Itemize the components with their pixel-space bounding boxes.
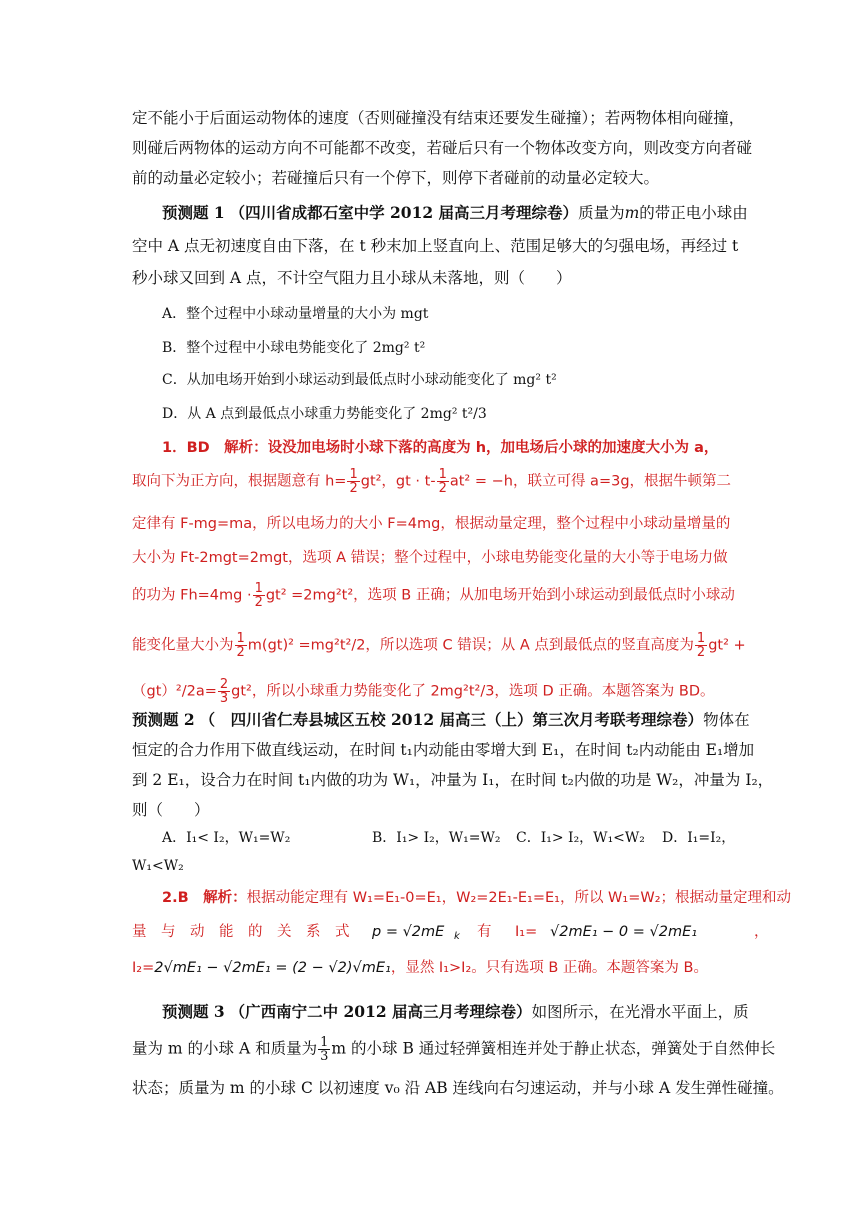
paragraph-line: 定不能小于后面运动物体的速度（否则碰撞没有结束还要发生碰撞）；若两物体相向碰撞，	[132, 109, 745, 127]
question-line: 恒定的合力作用下做直线运动，在时间 t₁内动能由零增大到 E₁，在时间 t₂内动能由 E₁增加	[132, 741, 755, 759]
answer-line: 取向下为正方向，根据题意有 h= $\frac{1}{2}$ gt²，gt · t- $\frac{1}{2}$ at² = −h，联立可得 a=3g，根据牛顿第二	[132, 467, 732, 496]
question-source: （ 四川省仁寿县城区五校 2012 届高三（上）第三次月考联考理综卷）	[199, 710, 704, 729]
fraction: $\frac{1}{2}$	[254, 581, 263, 610]
question-line: 秒小球又回到 A 点，不计空气阻力且小球从未落地，则（ ）	[132, 269, 572, 287]
fraction: $\frac{1}{2}$	[438, 467, 447, 496]
fraction: $\frac{1}{3}$	[320, 1035, 329, 1064]
question-2-header: 预测题 2 （ 四川省仁寿县城区五校 2012 届高三（上）第三次月考联考理综卷）物体在	[132, 710, 750, 729]
option-a: A．I₁< I₂，W₁=W₂	[162, 830, 291, 846]
option-b: B．I₁> I₂，W₁=W₂	[372, 830, 501, 846]
paragraph-line: 前的动量必定较小；若碰撞后只有一个停下，则停下者碰前的动量必定较大。	[132, 169, 660, 187]
question-line: 则（ ）	[132, 801, 210, 819]
answer-line: 能变化量大小为 $\frac{1}{2}$ m(gt)² =mg²t²/2，所以选项 C 错误；从 A 点到最低点的竖直高度为 $\frac{1}{2}$ gt² +	[132, 631, 746, 660]
question-line: 到 2 E₁，设合力在时间 t₁内做的功为 W₁，冲量为 I₁，在时间 t₂内做的功是 W₂，冲量为 I₂，	[132, 771, 774, 789]
answer-line: 的功为 Fh=4mg · $\frac{1}{2}$ gt² =2mg²t²，选项 B 正确；从加电场开始到小球运动到最低点时小球动	[132, 581, 735, 610]
question-line: 量为 m 的小球 A 和质量为 $\frac{1}{3}$ m 的小球 B 通过轻弹簧相连并处于静止状态，弹簧处于自然伸长	[132, 1035, 776, 1064]
fraction: $\frac{1}{2}$	[696, 631, 706, 660]
fraction: $\frac{1}{2}$	[236, 631, 245, 660]
option-d-continued: W₁<W₂	[132, 858, 184, 874]
answer-line: 2.B 解析：根据动能定理有 W₁=E₁-0=E₁，W₂=2E₁-E₁=E₁，所以 W₁=W₂；根据动量定理和动	[162, 890, 792, 906]
answer-line: I₂=2√mE₁ − √2mE₁ = (2 − √2)√mE₁，显然 I₁>I₂。只有选项 B 正确。本题答案为 B。	[132, 960, 708, 976]
option-d: D．I₁=I₂，	[662, 830, 736, 846]
answer-line: 定律有 F-mg=ma，所以电场力的大小 F=4mg，根据动量定理，整个过程中小球动量增量的	[132, 516, 731, 532]
answer-line: 大小为 Ft-2mgt=2mgt，选项 A 错误；整个过程中，小球电势能变化量的大小等于电场力做	[132, 550, 728, 566]
option-a: A．整个过程中小球动量增量的大小为 mgt	[162, 306, 429, 322]
question-source: （四川省成都石室中学 2012 届高三月考理综卷）	[229, 203, 579, 222]
option-b: B．整个过程中小球电势能变化了 2mg² t²	[162, 340, 426, 356]
answer-head: 1．BD 解析：	[162, 440, 268, 456]
question-line: 空中 A 点无初速度自由下落，在 t 秒末加上竖直向上、范围足够大的匀强电场，再经过 t	[132, 237, 739, 255]
answer-line: （gt）²/2a= $\frac{2}{3}$ gt²，所以小球重力势能变化了 2mg²t²/3，选项 D 正确。本题答案为 BD。	[132, 677, 715, 706]
paragraph-line: 则碰后两物体的运动方向不可能都不改变，若碰后只有一个物体改变方向，则改变方向者碰	[132, 139, 753, 157]
fraction: $\frac{2}{3}$	[219, 677, 229, 706]
question-1-header: 预测题 1 （四川省成都石室中学 2012 届高三月考理综卷）质量为m的带正电小球由	[162, 203, 748, 222]
option-c: C．从加电场开始到小球运动到最低点时小球动能变化了 mg² t²	[162, 372, 557, 388]
answer-line: 1．BD 解析：设没加电场时小球下落的高度为 h，加电场后小球的加速度大小为 a，	[162, 440, 719, 456]
answer-head: 2.B 解析：	[162, 890, 247, 906]
question-source: （广西南宁二中 2012 届高三月考理综卷）	[229, 1002, 532, 1021]
fraction: $\frac{1}{2}$	[349, 467, 358, 496]
question-3-header: 预测题 3 （广西南宁二中 2012 届高三月考理综卷）如图所示，在光滑水平面上，质	[162, 1002, 749, 1021]
question-line: 状态；质量为 m 的小球 C 以初速度 v₀ 沿 AB 连线向右匀速运动，并与小球 A 发生弹性碰撞。	[132, 1079, 784, 1097]
option-d: D．从 A 点到最低点小球重力势能变化了 2mg² t²/3	[162, 406, 487, 422]
question-label: 预测题 1	[162, 203, 225, 222]
question-label: 预测题 3	[162, 1002, 225, 1021]
option-c: C．I₁> I₂，W₁<W₂	[516, 830, 645, 846]
question-label: 预测题 2	[132, 710, 195, 729]
answer-line: 量 与 动 能 的 关 系 式 p = √2mE k 有 I₁= √2mE₁ − 0 = √2mE₁ ，	[132, 924, 769, 942]
